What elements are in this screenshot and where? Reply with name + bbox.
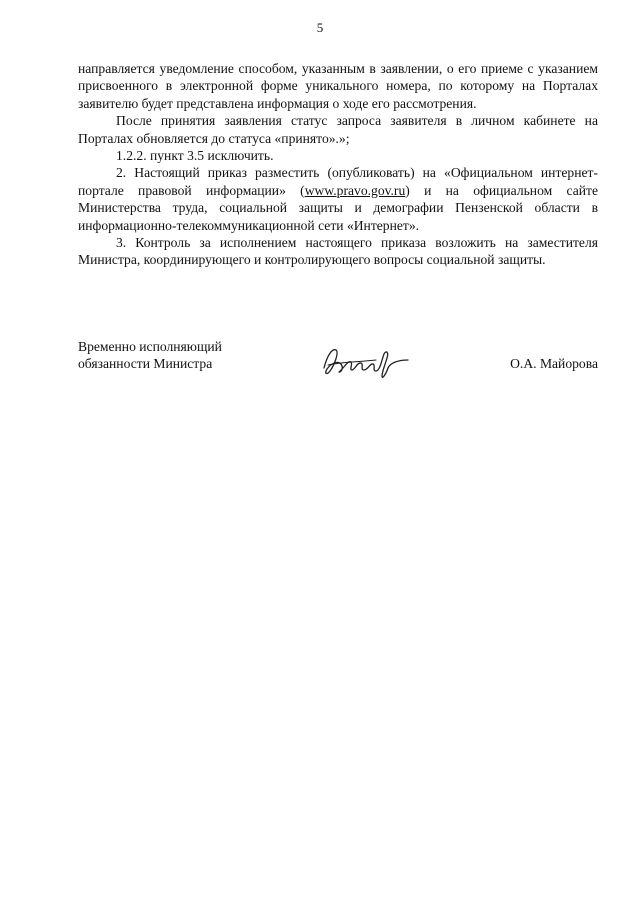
handwritten-signature-icon <box>318 338 418 382</box>
paragraph-notification: направляется уведомление способом, указанным в заявлении, о его приеме с указанием присвоенного в электронной форме уникального номера, по которому на Порталах заявителю будет представлена информация о ходе его рассмотрения. <box>78 61 598 111</box>
pravo-gov-link[interactable]: www.pravo.gov.ru <box>304 182 406 198</box>
signatory-title-line-2: обязанности Министра <box>78 356 213 372</box>
page-number: 5 <box>316 20 324 35</box>
document-body <box>78 60 598 269</box>
signatory-title-line-1: Временно исполняющий <box>78 339 222 354</box>
paragraph-exclude-clause: 1.2.2. пункт 3.5 исключить. <box>116 148 274 164</box>
signatory-name: О.А. Майорова <box>510 356 598 372</box>
signatory-title <box>78 338 298 373</box>
publication-text-before: 2. Настоящий приказ разместить (опубликовать) на «Официальном интернет-портале правовой информации» ( <box>78 165 598 198</box>
paragraph-publication <box>78 164 598 234</box>
publication-text-after: ) и на официальном сайте Министерства труда, социальной защиты и демографии Пензенской области в информационно-телекоммуникационной сети «Интернет». <box>78 182 598 233</box>
paragraph-status-update: После принятия заявления статус запроса заявителя в личном кабинете на Порталах обновляется до статуса «принято».»; <box>78 113 598 146</box>
signature-block <box>78 338 598 398</box>
paragraph-control: 3. Контроль за исполнением настоящего приказа возложить на заместителя Министра, координирующего и контролирующего вопросы социальной защиты. <box>78 235 598 268</box>
